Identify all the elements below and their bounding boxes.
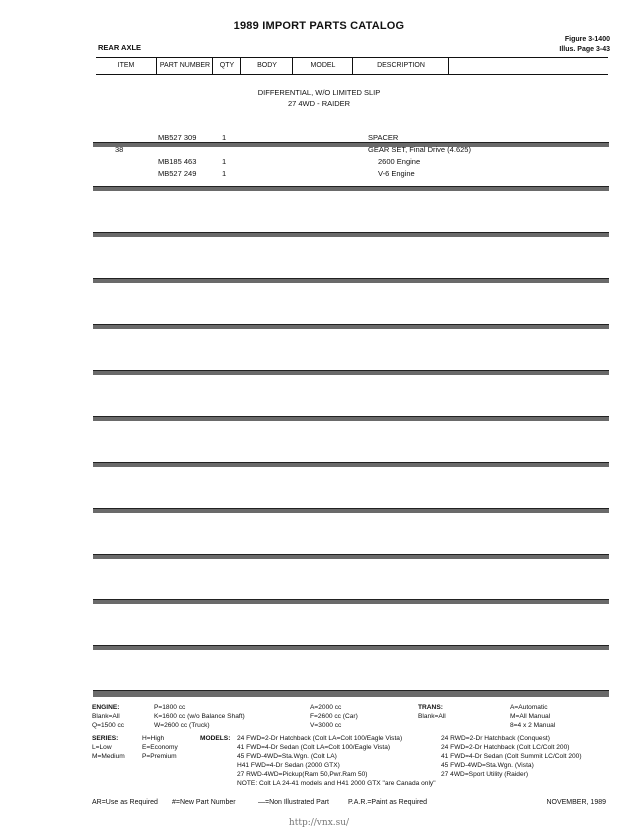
legend (92, 704, 608, 794)
model-right-3: 41 FWD=4-Dr Sedan (Colt Summit LC/Colt 200) (441, 753, 582, 760)
series-l: L=Low (92, 744, 112, 751)
series-p: P=Premium (142, 753, 177, 760)
divider-bar (93, 508, 609, 513)
engine-w: W=2600 cc (Truck) (154, 722, 210, 729)
engine-p: P=1800 cc (154, 704, 186, 711)
row-4-description: V-6 Engine (378, 169, 415, 178)
model-right-4: 45 FWD-4WD=Sta.Wgn. (Vista) (441, 762, 534, 769)
footer-date: NOVEMBER, 1989 (546, 799, 606, 806)
section-label: REAR AXLE (98, 43, 142, 52)
model-right-1: 24 RWD=2-Dr Hatchback (Conquest) (441, 735, 550, 742)
col-body: BODY (240, 58, 293, 74)
figure-number: Figure 3-1400 (564, 36, 610, 43)
row-2-description: GEAR SET, Final Drive (4.625) (368, 145, 471, 154)
engine-v: V=3000 cc (310, 722, 342, 729)
trans-8: 8=4 x 2 Manual (510, 722, 556, 729)
group-heading: DIFFERENTIAL, W/O LIMITED SLIP (257, 88, 381, 97)
divider-bar (93, 599, 609, 604)
trans-blank: Blank=All (418, 713, 446, 720)
model-left-1: 24 FWD=2-Dr Hatchback (Colt LA=Colt 100/Eagle Vista) (237, 735, 403, 742)
divider-bar (93, 690, 609, 697)
footer-paint: P.A.R.=Paint as Required (348, 799, 428, 806)
row-3-part-number: MB185 463 (158, 157, 197, 166)
divider-bar (93, 278, 609, 283)
row-1-part-number: MB527 309 (158, 133, 197, 142)
model-left-5: 27 RWD-4WD=Pickup(Ram 50,Pwr.Ram 50) (237, 771, 368, 778)
illustration-page: Illus. Page 3-43 (559, 46, 610, 53)
divider-bar (93, 324, 609, 329)
engine-f: F=2600 cc (Car) (310, 713, 358, 720)
engine-a: A=2000 cc (310, 704, 342, 711)
models-note: NOTE: Colt LA 24-41 models and H41 2000 GTX "are Canada only" (237, 780, 436, 787)
footer-new-part: #=New Part Number (172, 799, 236, 806)
divider-bar (93, 142, 609, 147)
engine-label: ENGINE: (92, 704, 120, 711)
trans-m: M=All Manual (510, 713, 551, 720)
model-right-2: 24 FWD=2-Dr Hatchback (Colt LC/Colt 200) (441, 744, 570, 751)
col-qty: QTY (212, 58, 241, 74)
divider-bar (93, 186, 609, 191)
series-h: H=High (142, 735, 165, 742)
model-left-4: H41 FWD=4-Dr Sedan (2000 GTX) (237, 762, 340, 769)
col-description: DESCRIPTION (352, 58, 449, 74)
series-label: SERIES: (92, 735, 119, 742)
footer-non-illustrated: —=Non Illustrated Part (258, 799, 330, 806)
series-m: M=Medium (92, 753, 125, 760)
model-right-5: 27 4WD=Sport Utility (Raider) (441, 771, 529, 778)
divider-bar (93, 645, 609, 650)
figure-reference (559, 35, 610, 55)
col-model: MODEL (292, 58, 353, 74)
col-part-number: PART NUMBER (156, 58, 213, 74)
model-left-3: 45 FWD-4WD=Sta.Wgn. (Colt LA) (237, 753, 337, 760)
col-item: ITEM (117, 62, 135, 69)
row-3-description: 2600 Engine (378, 157, 421, 166)
models-label: MODELS: (200, 735, 231, 742)
row-4-part-number: MB527 249 (158, 169, 197, 178)
row-1-qty: 1 (222, 133, 227, 142)
trans-label: TRANS: (418, 704, 443, 711)
row-3-qty: 1 (222, 157, 227, 166)
divider-bar (93, 416, 609, 421)
series-e: E=Economy (142, 744, 178, 751)
engine-q: Q=1500 cc (92, 722, 125, 729)
engine-k: K=1600 cc (w/o Balance Shaft) (154, 713, 245, 720)
trans-a: A=Automatic (510, 704, 548, 711)
group-subheading: 27 4WD - RAIDER (287, 99, 351, 108)
divider-bar (93, 554, 609, 559)
row-2-item: 38 (115, 145, 124, 154)
row-1-description: SPACER (368, 133, 399, 142)
catalog-title: 1989 IMPORT PARTS CATALOG (233, 20, 405, 32)
footer-as-required: AR=Use as Required (92, 799, 158, 806)
table-header (96, 57, 608, 75)
divider-bar (93, 462, 609, 467)
col-blank (448, 58, 609, 74)
divider-bar (93, 370, 609, 375)
divider-bar (93, 232, 609, 237)
model-left-2: 41 FWD=4-Dr Sedan (Colt LA=Colt 100/Eagle Vista) (237, 744, 391, 751)
engine-blank: Blank=All (92, 713, 120, 720)
row-4-qty: 1 (222, 169, 227, 178)
watermark-link[interactable]: http://vnx.su/ (288, 818, 350, 828)
